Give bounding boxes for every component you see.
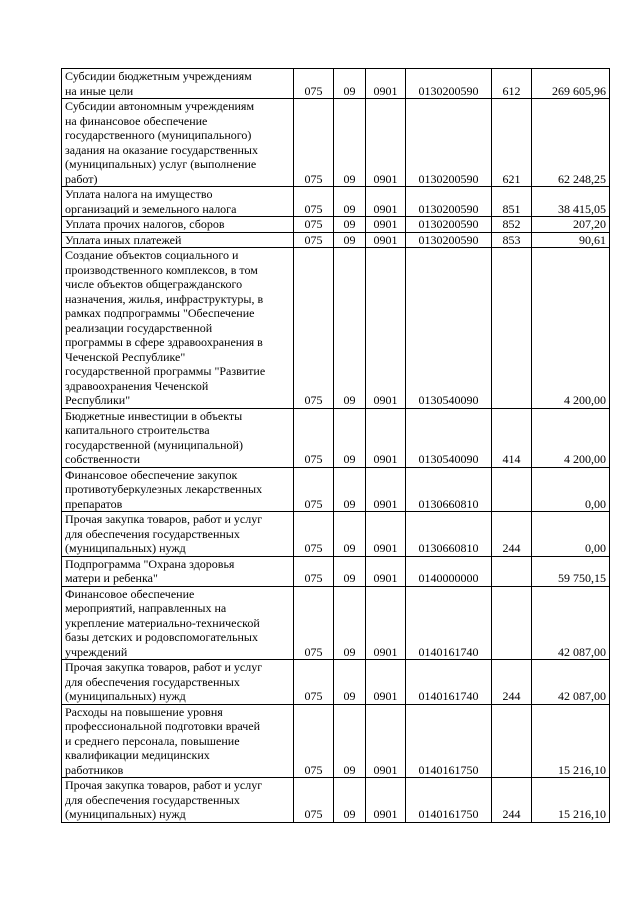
expense-name-cell: Прочая закупка товаров, работ и услуг для обеспечения государственных (муниципальных) нужд bbox=[62, 512, 294, 557]
amount-cell: 15 216,10 bbox=[532, 704, 610, 778]
table-row bbox=[62, 248, 610, 409]
section-code-cell: 09 bbox=[334, 99, 366, 187]
section-code-cell: 09 bbox=[334, 248, 366, 409]
subsection-code-cell: 0901 bbox=[366, 232, 406, 248]
expense-type-cell: 244 bbox=[492, 512, 532, 557]
table-row bbox=[62, 69, 610, 99]
amount-cell: 15 216,10 bbox=[532, 778, 610, 823]
section-code-cell: 09 bbox=[334, 512, 366, 557]
target-article-cell: 0130660810 bbox=[406, 467, 492, 512]
target-article-cell: 0130200590 bbox=[406, 217, 492, 233]
amount-cell: 4 200,00 bbox=[532, 248, 610, 409]
section-code-cell: 09 bbox=[334, 556, 366, 586]
table-row bbox=[62, 408, 610, 467]
expense-type-cell: 852 bbox=[492, 217, 532, 233]
department-code-cell: 075 bbox=[294, 248, 334, 409]
department-code-cell: 075 bbox=[294, 778, 334, 823]
amount-cell: 4 200,00 bbox=[532, 408, 610, 467]
expense-name-cell: Уплата прочих налогов, сборов bbox=[62, 217, 294, 233]
expense-name-cell: Расходы на повышение уровня профессиональной подготовки врачей и среднего персонала, повышение квалификации медицинских работников bbox=[62, 704, 294, 778]
table-row bbox=[62, 556, 610, 586]
amount-cell: 269 605,96 bbox=[532, 69, 610, 99]
target-article-cell: 0140161750 bbox=[406, 704, 492, 778]
expense-type-cell: 853 bbox=[492, 232, 532, 248]
target-article-cell: 0130200590 bbox=[406, 232, 492, 248]
expense-name-cell: Подпрограмма "Охрана здоровья матери и ребенка" bbox=[62, 556, 294, 586]
expense-name-cell: Финансовое обеспечение закупок противотуберкулезных лекарственных препаратов bbox=[62, 467, 294, 512]
amount-cell: 62 248,25 bbox=[532, 99, 610, 187]
subsection-code-cell: 0901 bbox=[366, 704, 406, 778]
expense-name-cell: Субсидии бюджетным учреждениям на иные цели bbox=[62, 69, 294, 99]
target-article-cell: 0140161750 bbox=[406, 778, 492, 823]
budget-table bbox=[61, 68, 610, 823]
table-row bbox=[62, 232, 610, 248]
subsection-code-cell: 0901 bbox=[366, 512, 406, 557]
amount-cell: 0,00 bbox=[532, 467, 610, 512]
subsection-code-cell: 0901 bbox=[366, 778, 406, 823]
subsection-code-cell: 0901 bbox=[366, 408, 406, 467]
subsection-code-cell: 0901 bbox=[366, 556, 406, 586]
target-article-cell: 0130660810 bbox=[406, 512, 492, 557]
table-row bbox=[62, 660, 610, 705]
department-code-cell: 075 bbox=[294, 217, 334, 233]
target-article-cell: 0130200590 bbox=[406, 69, 492, 99]
amount-cell: 59 750,15 bbox=[532, 556, 610, 586]
subsection-code-cell: 0901 bbox=[366, 586, 406, 660]
target-article-cell: 0130540090 bbox=[406, 248, 492, 409]
amount-cell: 90,61 bbox=[532, 232, 610, 248]
subsection-code-cell: 0901 bbox=[366, 69, 406, 99]
department-code-cell: 075 bbox=[294, 408, 334, 467]
section-code-cell: 09 bbox=[334, 408, 366, 467]
section-code-cell: 09 bbox=[334, 187, 366, 217]
section-code-cell: 09 bbox=[334, 217, 366, 233]
table-row bbox=[62, 512, 610, 557]
expense-name-cell: Прочая закупка товаров, работ и услуг для обеспечения государственных (муниципальных) нужд bbox=[62, 660, 294, 705]
department-code-cell: 075 bbox=[294, 704, 334, 778]
department-code-cell: 075 bbox=[294, 660, 334, 705]
section-code-cell: 09 bbox=[334, 660, 366, 705]
expense-name-cell: Создание объектов социального и производственного комплексов, в том числе объектов общегражданского назначения, жилья, инфраструктуры, в рамках подпрограммы "Обеспечение реализации государственной программы в сфере здравоохранения в Чеченской Республике" государственной программы "Развитие здравоохранения Чеченской Республики" bbox=[62, 248, 294, 409]
expense-name-cell: Финансовое обеспечение мероприятий, направленных на укрепление материально-технической базы детских и родовспомогательных учреждений bbox=[62, 586, 294, 660]
expense-name-cell: Уплата иных платежей bbox=[62, 232, 294, 248]
expense-type-cell: 851 bbox=[492, 187, 532, 217]
department-code-cell: 075 bbox=[294, 232, 334, 248]
department-code-cell: 075 bbox=[294, 99, 334, 187]
expense-type-cell bbox=[492, 467, 532, 512]
amount-cell: 38 415,05 bbox=[532, 187, 610, 217]
table-row bbox=[62, 467, 610, 512]
subsection-code-cell: 0901 bbox=[366, 187, 406, 217]
section-code-cell: 09 bbox=[334, 467, 366, 512]
department-code-cell: 075 bbox=[294, 187, 334, 217]
subsection-code-cell: 0901 bbox=[366, 248, 406, 409]
target-article-cell: 0140161740 bbox=[406, 586, 492, 660]
expense-type-cell: 612 bbox=[492, 69, 532, 99]
amount-cell: 42 087,00 bbox=[532, 660, 610, 705]
expense-type-cell: 414 bbox=[492, 408, 532, 467]
expense-type-cell bbox=[492, 704, 532, 778]
section-code-cell: 09 bbox=[334, 704, 366, 778]
expense-name-cell: Субсидии автономным учреждениям на финансовое обеспечение государственного (муниципального) задания на оказание государственных (муниципальных) услуг (выполнение работ) bbox=[62, 99, 294, 187]
table-row bbox=[62, 99, 610, 187]
amount-cell: 0,00 bbox=[532, 512, 610, 557]
section-code-cell: 09 bbox=[334, 778, 366, 823]
department-code-cell: 075 bbox=[294, 512, 334, 557]
subsection-code-cell: 0901 bbox=[366, 467, 406, 512]
expense-type-cell: 621 bbox=[492, 99, 532, 187]
expense-type-cell: 244 bbox=[492, 660, 532, 705]
subsection-code-cell: 0901 bbox=[366, 660, 406, 705]
department-code-cell: 075 bbox=[294, 586, 334, 660]
expense-type-cell bbox=[492, 586, 532, 660]
expense-name-cell: Бюджетные инвестиции в объекты капитального строительства государственной (муниципальной) собственности bbox=[62, 408, 294, 467]
target-article-cell: 0140161740 bbox=[406, 660, 492, 705]
target-article-cell: 0130540090 bbox=[406, 408, 492, 467]
section-code-cell: 09 bbox=[334, 69, 366, 99]
target-article-cell: 0130200590 bbox=[406, 187, 492, 217]
target-article-cell: 0140000000 bbox=[406, 556, 492, 586]
expense-type-cell bbox=[492, 248, 532, 409]
table-row bbox=[62, 586, 610, 660]
expense-type-cell bbox=[492, 556, 532, 586]
department-code-cell: 075 bbox=[294, 69, 334, 99]
expense-type-cell: 244 bbox=[492, 778, 532, 823]
table-row bbox=[62, 704, 610, 778]
expense-name-cell: Уплата налога на имущество организаций и земельного налога bbox=[62, 187, 294, 217]
subsection-code-cell: 0901 bbox=[366, 99, 406, 187]
amount-cell: 207,20 bbox=[532, 217, 610, 233]
department-code-cell: 075 bbox=[294, 556, 334, 586]
expense-name-cell: Прочая закупка товаров, работ и услуг для обеспечения государственных (муниципальных) нужд bbox=[62, 778, 294, 823]
table-row bbox=[62, 187, 610, 217]
table-row bbox=[62, 778, 610, 823]
amount-cell: 42 087,00 bbox=[532, 586, 610, 660]
department-code-cell: 075 bbox=[294, 467, 334, 512]
target-article-cell: 0130200590 bbox=[406, 99, 492, 187]
section-code-cell: 09 bbox=[334, 232, 366, 248]
subsection-code-cell: 0901 bbox=[366, 217, 406, 233]
table-row bbox=[62, 217, 610, 233]
section-code-cell: 09 bbox=[334, 586, 366, 660]
